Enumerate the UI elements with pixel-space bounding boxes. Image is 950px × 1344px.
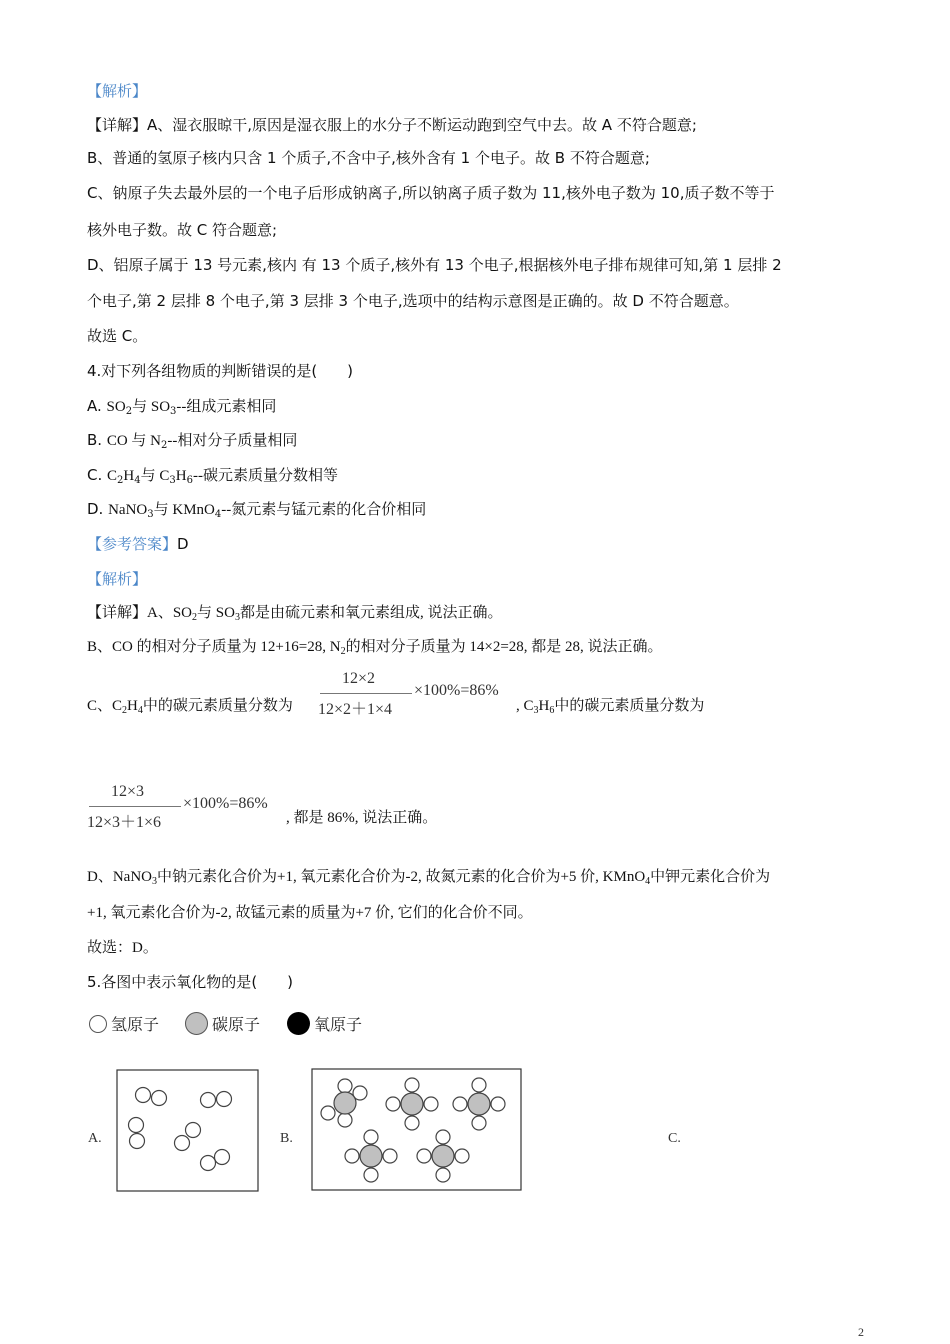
q3-detail-c: C、钠原子失去最外层的一个电子后形成钠离子,所以钠离子质子数为 11,核外电子数为 10,质子数不等于 (87, 184, 775, 202)
oxygen-atom-icon (287, 1012, 310, 1035)
q4-detail-d1: D、NaNO$_3$中钠元素化合价为+1, 氧元素化合价为-2, 故氮元素的化合价为+5 价, KMnO$_4$中钾元素化合价为 (87, 869, 771, 887)
fraction-c3h6 (87, 783, 287, 833)
fraction-numerator: 12×3 (111, 783, 145, 800)
q3-detail-c-cont: 核外电子数。故 C 符合题意; (87, 221, 278, 239)
q3-detail-d-cont: 个电子,第 2 层排 8 个电子,第 3 层排 3 个电子,选项中的结构示意图是正确的。故 D 不符合题意。 (87, 292, 739, 310)
q4-option-d: D. NaNO$_3$与 KMnO$_4$--氮元素与锰元素的化合价相同 (87, 500, 427, 520)
q4-detail-a: 【详解】A、$SO_2$与 $SO_3$都是由硫元素和氧元素组成, 说法正确。 (87, 605, 503, 623)
q4-option-b: B. CO 与 $N_2--$相对分子质量相同 (87, 431, 298, 451)
option-b-diagram (311, 1068, 523, 1192)
carbon-atom-icon (185, 1012, 208, 1035)
q5-option-b-label: B. (280, 1131, 293, 1146)
q4-conclusion: 故选：D。 (87, 940, 158, 956)
fraction-numerator: 12×2 (342, 670, 376, 687)
hydrogen-atom-icon (89, 1015, 107, 1033)
q4-detail-c1: C、$C_2H_4$中的碳元素质量分数为 (87, 698, 293, 716)
legend-oxygen: 氧原子 (287, 1012, 362, 1035)
q3-analysis-label: 【解析】 (87, 82, 148, 100)
q5-question: 5.各图中表示氧化物的是( ) (87, 973, 294, 991)
fraction-bar (320, 693, 412, 694)
legend-carbon: 碳原子 (185, 1012, 260, 1035)
q4-question: 4.对下列各组物质的判断错误的是( ) (87, 362, 354, 380)
q3-detail-a: 【详解】A、湿衣服晾干,原因是湿衣服上的水分子不断运动跑到空气中去。故 A 不符合题意; (87, 116, 697, 134)
page-number: 2 (858, 1325, 864, 1339)
legend-hydrogen: 氢原子 (89, 1012, 159, 1035)
q4-option-c: C. $C_2H_4$与 $C_3H_6--$碳元素质量分数相等 (87, 466, 338, 486)
q4-analysis-label: 【解析】 (87, 570, 148, 588)
q4-answer: 【参考答案】D (87, 535, 189, 553)
fraction-denominator: 12×2＋1×4 (318, 701, 393, 718)
q3-detail-d: D、铝原子属于 13 号元素,核内 有 13 个质子,核外有 13 个电子,根据核外电子排布规律可知,第 1 层排 2 (87, 256, 782, 274)
fraction-result: ×100%=86% (414, 682, 499, 699)
option-a-diagram (116, 1069, 260, 1193)
q5-option-a-label: A. (88, 1131, 102, 1146)
q4-detail-b: B、CO 的相对分子质量为 12+16=28, $N_2$的相对分子质量为 14×2=28, 都是 28, 说法正确。 (87, 639, 663, 657)
fraction-result: ×100%=86% (183, 795, 268, 812)
q5-option-c-label: C. (668, 1131, 681, 1146)
q4-option-a: A. $SO_2$与 $SO_3--$组成元素相同 (87, 397, 277, 417)
fraction-bar (89, 806, 181, 807)
q4-detail-c2: , $C_3H_6$中的碳元素质量分数为 (516, 698, 705, 716)
fraction-denominator: 12×3＋1×6 (87, 814, 162, 831)
q3-conclusion: 故选 C。 (87, 327, 148, 345)
fraction-c2h4 (318, 670, 518, 720)
q4-detail-d2: +1, 氧元素化合价为-2, 故锰元素的质量为+7 价, 它们的化合价不同。 (87, 905, 533, 921)
q4-detail-c3: , 都是 86%, 说法正确。 (286, 810, 438, 826)
q3-detail-b: B、普通的氢原子核内只含 1 个质子,不含中子,核外含有 1 个电子。故 B 不符合题意; (87, 149, 650, 167)
